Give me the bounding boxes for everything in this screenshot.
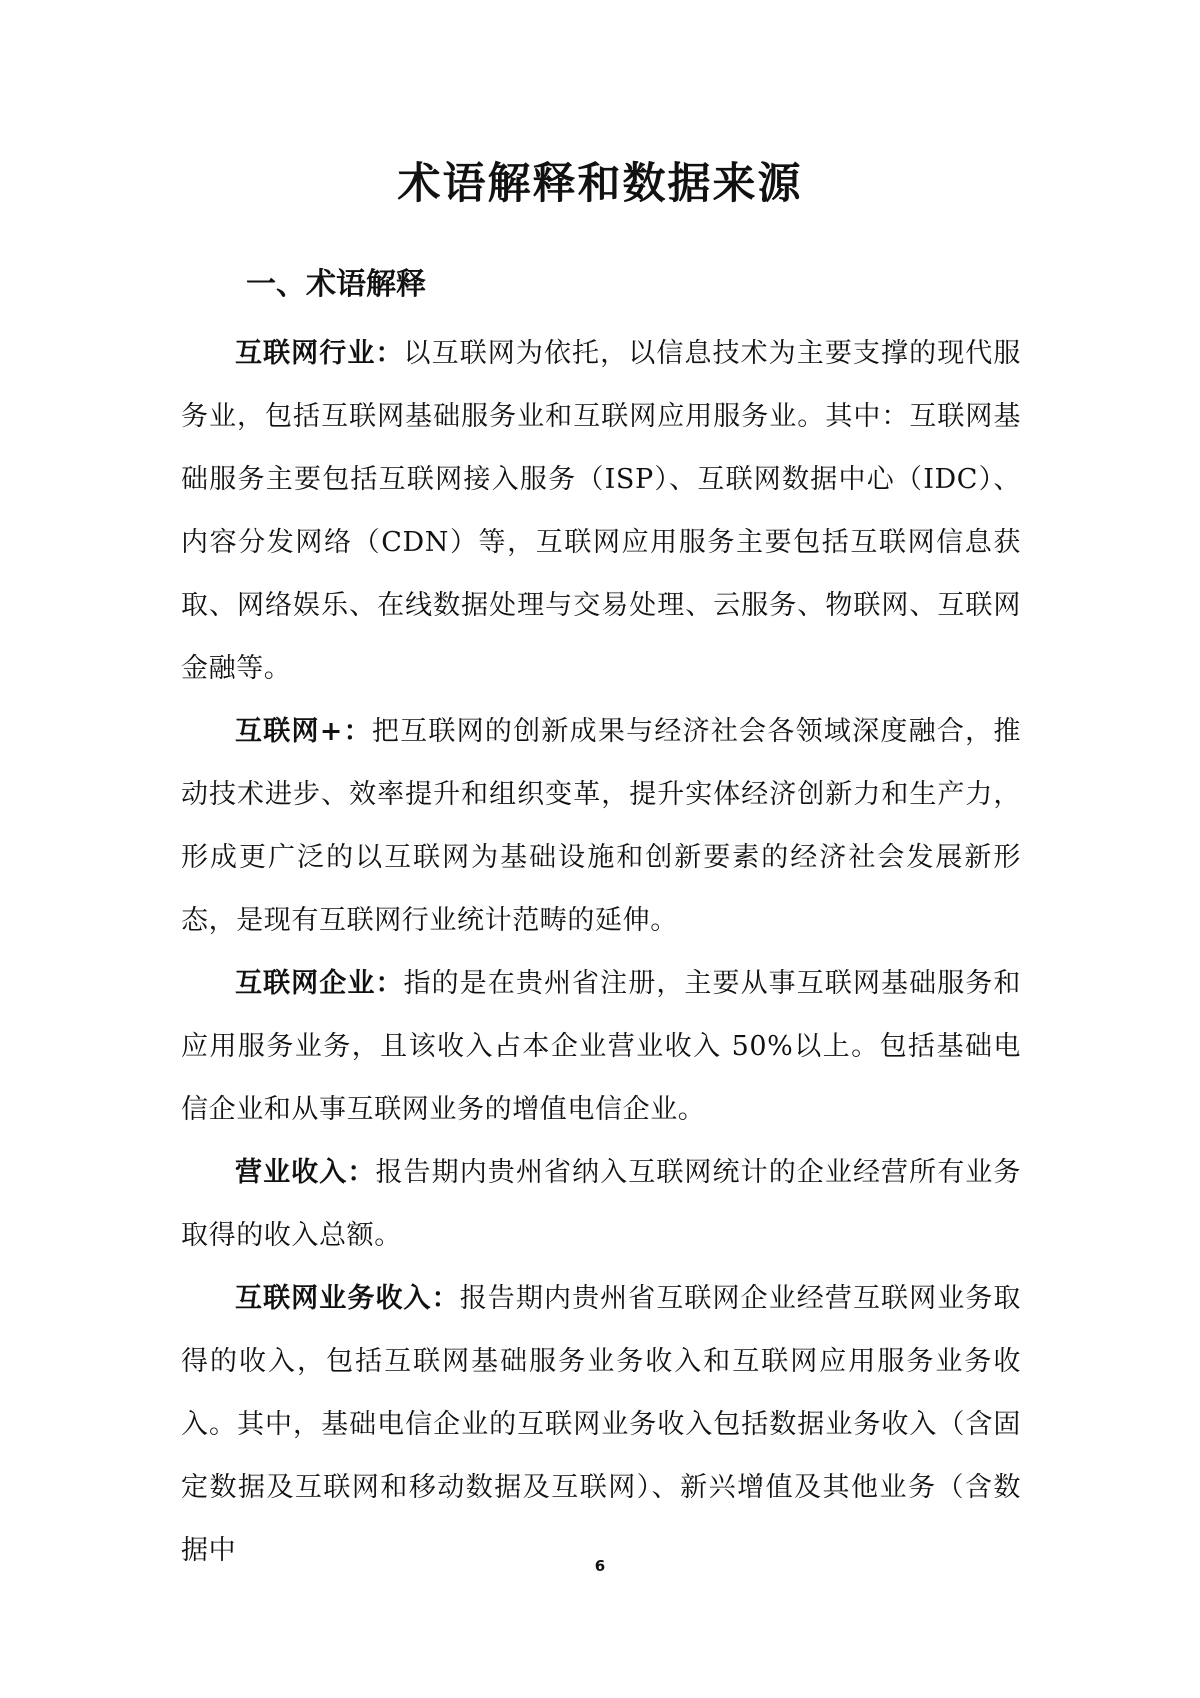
document-body (181, 322, 1021, 1582)
term-label: 营业收入： (235, 1157, 376, 1188)
term-label: 互联网行业： (235, 338, 404, 369)
term-label: 互联网企业： (235, 968, 404, 999)
term-definition: 以互联网为依托，以信息技术为主要支撑的现代服务业，包括互联网基础服务业和互联网应用服务业。其中：互联网基础服务主要包括互联网接入服务（ISP）、互联网数据中心（IDC）、内容分发网络（CDN）等，互联网应用服务主要包括互联网信息获取、网络娱乐、在线数据处理与交易处理、云服务、物联网、互联网金融等。 (181, 338, 1021, 684)
paragraph-internet-industry (181, 322, 1021, 700)
term-label: 互联网业务收入： (235, 1283, 460, 1314)
term-definition: 报告期内贵州省互联网企业经营互联网业务取得的收入，包括互联网基础服务业务收入和互联网应用服务业务收入。其中，基础电信企业的互联网业务收入包括数据业务收入（含固定数据及互联网和移动数据及互联网）、新兴增值及其他业务（含数据中 (181, 1283, 1021, 1566)
section-heading: 一、术语解释 (246, 267, 426, 302)
page-number: 6 (594, 1557, 606, 1575)
term-label: 互联网+： (235, 716, 372, 747)
paragraph-internet-business-revenue (181, 1267, 1021, 1582)
term-definition: 指的是在贵州省注册，主要从事互联网基础服务和应用服务业务，且该收入占本企业营业收入 50%以上。包括基础电信企业和从事互联网业务的增值电信企业。 (181, 968, 1021, 1125)
document-title: 术语解释和数据来源 (397, 159, 803, 209)
term-definition: 把互联网的创新成果与经济社会各领域深度融合，推动技术进步、效率提升和组织变革，提升实体经济创新力和生产力，形成更广泛的以互联网为基础设施和创新要素的经济社会发展新形态，是现有互联网行业统计范畴的延伸。 (181, 716, 1021, 936)
paragraph-internet-enterprise (181, 952, 1021, 1141)
term-definition: 报告期内贵州省纳入互联网统计的企业经营所有业务取得的收入总额。 (181, 1157, 1021, 1251)
paragraph-internet-plus (181, 700, 1021, 952)
paragraph-operating-revenue (181, 1141, 1021, 1267)
